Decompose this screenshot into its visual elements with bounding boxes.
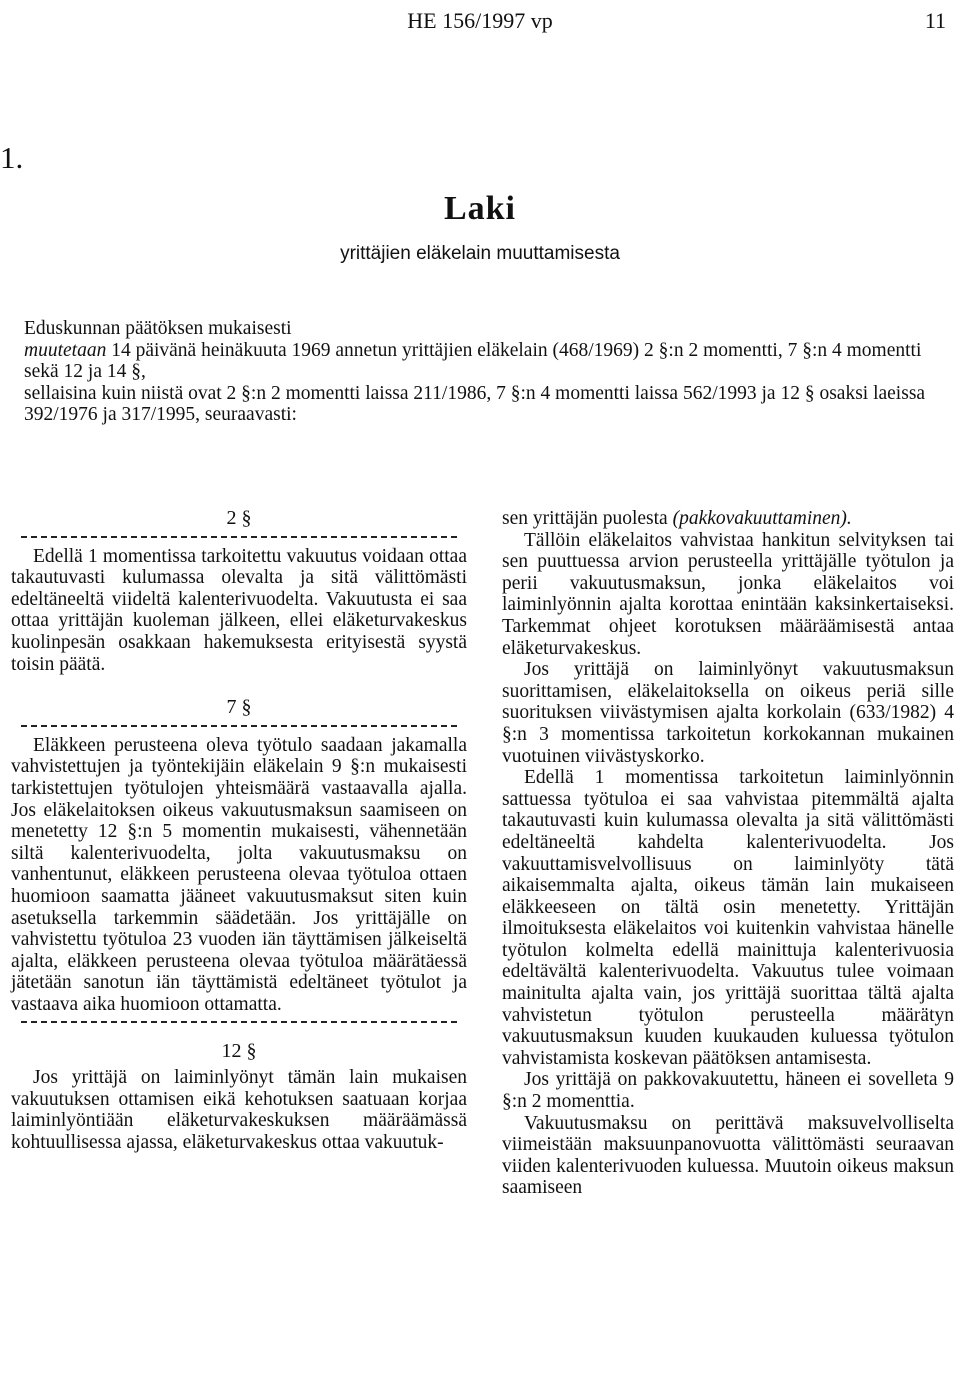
document-id: HE 156/1997 vp xyxy=(407,8,553,33)
intro-amend-text: 14 päivänä heinäkuuta 1969 annetun yrittäjien eläkelain (468/1969) 2 §:n 2 momentti, 7 §:n 4 momentti sekä 12 ja 14 §, xyxy=(24,339,922,383)
section-12-para-3: Jos yrittäjä on laiminlyönyt vakuutusmaksun suorittamisen, eläkelaitoksella on oikeus periä sille suorituksen viivästymisen ajalta korkolain (633/1982) 4 §:n 3 momentissa tarkoitetun korkokannan mukainen vuotuinen viivästyskorko. xyxy=(502,659,954,767)
section-7-text: Eläkkeen perusteena oleva työtulo saadaan jakamalla vahvistettujen ja työntekijäin eläkelain 9 §:n mukaisesti tarkistettujen työtulojen yhteismäärä vastaavalla ajalla. Jos eläkelaitoksen oikeus vakuutusmaksun saamiseen on menetetty 12 §:n 5 momentin mukaisesti, vähennetään siltä kalenterivuodelta, jolta vakuutusmaksu on vanhentunut, eläkkeen perusteena olevaa työtuloa ottaen huomioon saamatta jääneet vakuutusmaksut siten kuin asetuksella tarkemmin säädetään. Jos yrittäjälle on vahvistettu työtuloa 23 vuoden iän täyttämisen jälkeiseltä ajalta, eläkkeen perusteena olevaa työtuloa määrätäessä jätetään sanotun iän täyttämistä edeltäneet työtulot ja vastaava aika huomioon ottamatta. xyxy=(11,734,467,1015)
section-2-text: Edellä 1 momentissa tarkoitettu vakuutus voidaan ottaa takautuvasti kulumassa olevalta ja sitä välittömästi edeltäneeltä viideltä kalenterivuodelta. Vakuutusta ei saa ottaa yrittäjän kuoleman jälkeen, ellei eläketurvakeskus kuolinpesän osakkaan hakemuksesta erityisestä syystä toisin päätä. xyxy=(11,545,467,675)
section-7-omission-rule xyxy=(21,725,457,727)
right-column xyxy=(502,508,954,1199)
section-12-para-2: Tällöin eläkelaitos vahvistaa hankitun selvityksen tai sen puuttuessa arvion perusteella yrittäjälle työtulon ja perii vakuutusmaksun, jonka eläkelaitos voi laiminlyönnin ajalta korottaa enintään kaksinkertaiseksi. Tarkemmat ohjeet korotuksen määräämisestä antaa eläketurvakeskus. xyxy=(502,529,954,659)
left-column xyxy=(11,508,467,1153)
law-subtitle: yrittäjien eläkelain muuttamisesta xyxy=(340,243,620,264)
section-12-para-5: Jos yrittäjä on pakkovakuutettu, häneen ei sovelleta 9 §:n 2 momenttia. xyxy=(502,1069,954,1113)
page-header xyxy=(0,8,960,38)
section-7-heading: 7 § xyxy=(226,696,252,719)
section-12-para-6: Vakuutusmaksu on perittävä maksuvelvolliselta viimeistään maksuunpanovuotta välittömästi seuraavan viiden kalenterivuoden kuluessa. Muutoin oikeus maksun saamiseen xyxy=(502,1112,954,1199)
intro-line-3: sellaisina kuin niistä ovat 2 §:n 2 momentti laissa 211/1986, 7 §:n 4 momentti laissa 562/1993 ja 12 § osaksi laeissa 392/1976 ja 317/1995, seuraavasti: xyxy=(24,382,926,426)
page-number: 11 xyxy=(924,8,946,33)
intro-amend-word: muutetaan xyxy=(24,339,107,361)
section-12-heading: 12 § xyxy=(221,1040,257,1063)
section-12-text: Jos yrittäjä on laiminlyönyt tämän lain mukaisen vakuutuksen ottamisen eikä kehotuksen saatuaan korjaa laiminlyöntiään eläketurvakeskuksen määräämässä kohtuullisessa ajassa, eläketurvakeskus ottaa vakuutuk- xyxy=(11,1067,467,1153)
intro-line-1: Eduskunnan päätöksen mukaisesti xyxy=(24,318,292,339)
section-2-heading: 2 § xyxy=(226,507,252,529)
section-7-end-rule xyxy=(21,1021,457,1023)
section-12-para-4: Edellä 1 momentissa tarkoitetun laiminlyönnin sattuessa työtuloa ei saa vahvistaa pitemmältä ajalta takautuvasti kuin kulumassa olevalta ja sitä välittömästi edeltäneeltä kahdelta kalenterivuodelta. Jos vakuuttamisvelvollisuus on laiminlyöty tätä aikaisemmalta ajalta, oikeus tämän lain mukaiseen eläkkeeseen on tältä osin menetetty. Yrittäjän ilmoituksesta eläkelaitos voi kuitenkin vahvistaa hänelle työtulon kolmelta edellä mainittuja kalenterivuosia edeltävältä kalenterivuodelta. Vakuutus tulee voimaan mainitulta ajalta vain, jos yrittäjä suorittaa tältä ajalta vahvistetun työtulon perusteella määrätyn vakuutusmaksun kuuden kuukauden kuluessa työtulon vahvistamista koskevan päätöksen antamisesta. xyxy=(502,767,954,1069)
continuation-text: sen yrittäjän puolesta xyxy=(502,508,673,529)
law-number: 1. xyxy=(0,140,24,175)
section-2-omission-rule xyxy=(21,536,457,538)
law-title: Laki xyxy=(443,190,517,227)
compulsory-insurance-term: (pakkovakuuttaminen). xyxy=(672,508,852,529)
section-12-continuation xyxy=(502,508,954,530)
enacting-clause xyxy=(24,318,954,426)
intro-line-2 xyxy=(24,340,954,383)
